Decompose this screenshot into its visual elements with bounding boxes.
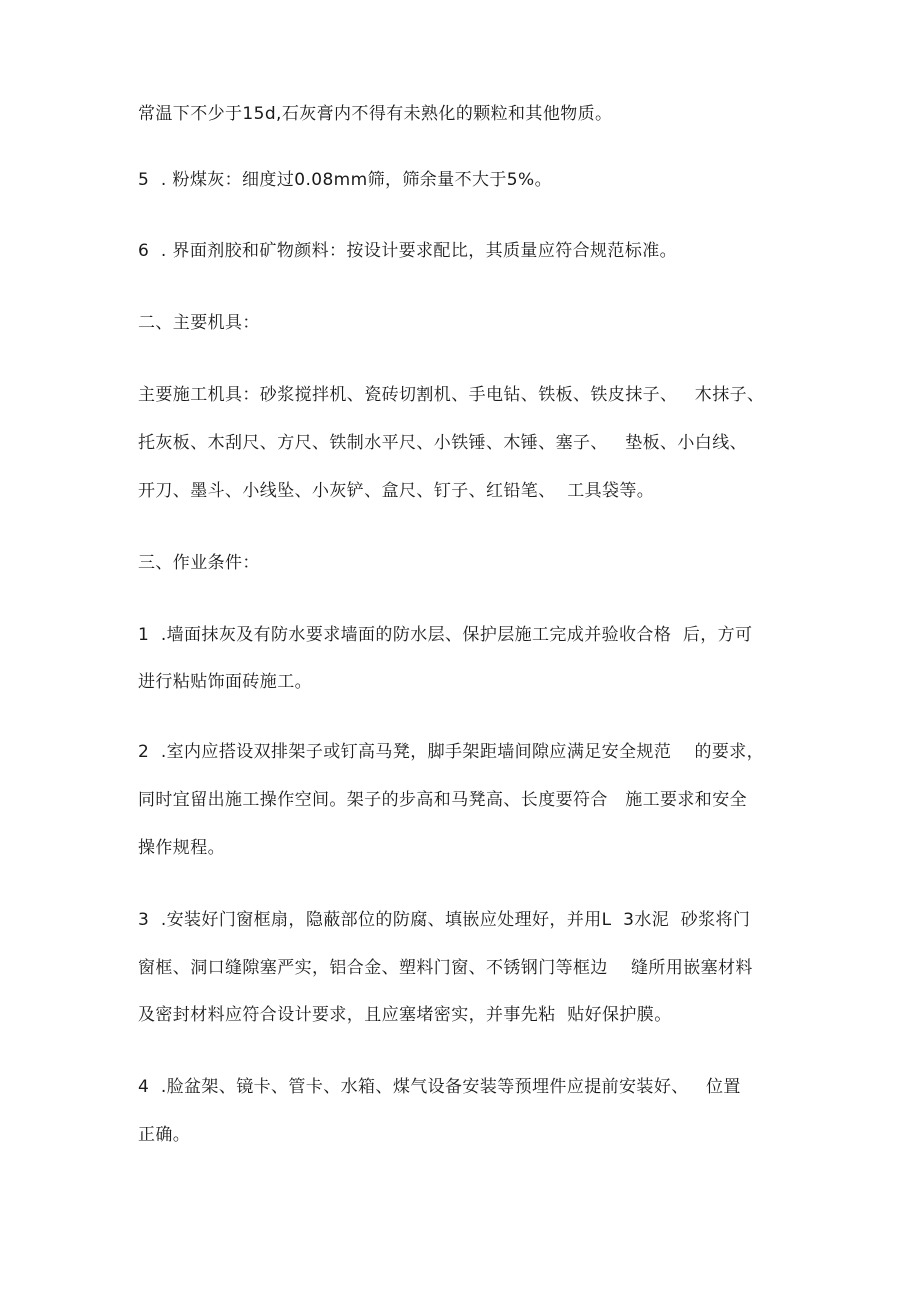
text-line-condition-2a: 2 .室内应搭设双排架子或钉高马凳，脚手架距墙间隙应满足安全规范 的要求， [138,742,765,762]
text-line-condition-3c: 及密封材料应符合设计要求，且应塞堵密实，并事先粘 贴好保护膜。 [138,1005,672,1025]
text-line-condition-3a: 3 .安装好门窗框扇，隐蔽部位的防腐、填嵌应处理好，并用L 3水泥 砂浆将门 [138,910,751,930]
text-line-condition-4a: 4 .脸盆架、镜卡、管卡、水箱、煤气设备安装等预埋件应提前安装好、 位置 [138,1077,741,1097]
section-heading-main-tools: 二、主要机具： [138,313,260,333]
text-line-lime-putty: 常温下不少于15d,石灰膏内不得有未熟化的颗粒和其他物质。 [138,104,613,124]
text-line-condition-2c: 操作规程。 [138,838,225,858]
text-line-condition-1a: 1 .墙面抹灰及有防水要求墙面的防水层、保护层施工完成并验收合格 后，方可 [138,625,753,645]
text-line-tools-3: 开刀、墨斗、小线坠、小灰铲、盒尺、钉子、红铅笔、 工具袋等。 [138,481,655,501]
text-line-item-6-interface-agent: 6 . 界面剂胶和矿物颜料：按设计要求配比，其质量应符合规范标准。 [138,241,678,261]
section-heading-work-conditions: 三、作业条件： [138,553,260,573]
text-line-condition-4b: 正确。 [138,1125,191,1145]
text-line-condition-3b: 窗框、洞口缝隙塞严实，铝合金、塑料门窗、不锈钢门等框边 缝所用嵌塞材料 [138,958,753,978]
text-line-item-5-fly-ash: 5 . 粉煤灰：细度过0.08mm筛，筛余量不大于5%。 [138,170,552,190]
text-line-condition-2b: 同时宜留出施工操作空间。架子的步高和马凳高、长度要符合 施工要求和安全 [138,790,748,810]
text-line-tools-2: 托灰板、木刮尺、方尺、铁制水平尺、小铁锤、木锤、塞子、 垫板、小白线、 [138,433,748,453]
text-line-tools-1: 主要施工机具：砂浆搅拌机、瓷砖切割机、手电钻、铁板、铁皮抹子、 木抹子、 [138,385,765,405]
text-line-condition-1b: 进行粘贴饰面砖施工。 [138,672,312,692]
